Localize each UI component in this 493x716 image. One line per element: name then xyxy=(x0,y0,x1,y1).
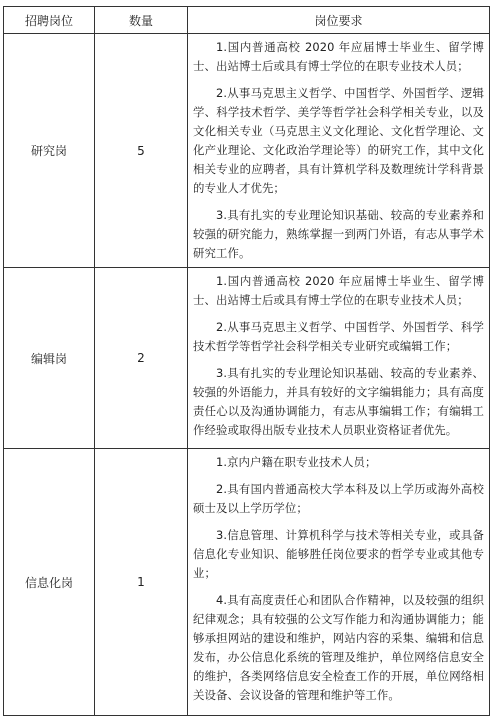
position-name: 信息化岗 xyxy=(4,449,95,716)
requirement-item: 2.具有国内普通高校大学本科及以上学历或海外高校硕士及以上学历学位； xyxy=(193,482,484,515)
position-name: 研究岗 xyxy=(4,34,95,268)
table-row xyxy=(4,449,490,716)
recruitment-table xyxy=(3,6,490,716)
requirement-item: 1.京内户籍在职专业技术人员； xyxy=(216,455,377,469)
requirement-item: 1.国内普通高校 2020 年应届博士毕业生、留学博士、出站博士后或具有博士学位的在职专业技术人员； xyxy=(193,274,484,307)
header-requirements: 岗位要求 xyxy=(188,7,490,34)
requirement-item: 3.具有扎实的专业理论知识基础、较高的专业素养和较强的研究能力，熟练掌握一到两门外语，有志从事学术研究工作。 xyxy=(193,208,484,260)
position-count: 1 xyxy=(95,449,188,716)
requirements-cell xyxy=(188,268,490,449)
requirement-item: 3.具有扎实的专业理论知识基础、较高的专业素养、较强的外语能力，并具有较好的文字编辑能力；具有高度责任心以及沟通协调能力，有志从事编辑工作；有编辑工作经验或取得出版专业技术人员职业资格证者优先。 xyxy=(193,366,484,437)
position-count: 5 xyxy=(95,34,188,268)
position-count: 2 xyxy=(95,268,188,449)
requirement-item: 4.具有高度责任心和团队合作精神，以及较强的组织纪律观念；具有较强的公文写作能力和沟通协调能力；能够承担网站的建设和维护，网站内容的采集、编辑和信息发布，办公信息化系统的管理及维护，单位网络信息安全的维护，各类网络信息安全检查工作的开展，单位网络相关设备、会议设备的管理和维护等工作。 xyxy=(193,593,484,702)
header-count: 数量 xyxy=(95,7,188,34)
header-position: 招聘岗位 xyxy=(4,7,95,34)
header-row xyxy=(4,7,490,34)
requirement-item: 2.从事马克思主义哲学、中国哲学、外国哲学、逻辑学、科学技术哲学、美学等哲学社会科学相关专业，以及文化相关专业（马克思主义文化理论、文化哲学理论、文化产业理论、文化政治学理论等）的研究工作，其中文化相关专业的应聘者，具有计算机学科及数理统计学科背景的专业人才优先； xyxy=(193,86,484,195)
requirements-cell xyxy=(188,449,490,716)
requirements-cell xyxy=(188,34,490,268)
table-row xyxy=(4,34,490,268)
requirement-item: 2.从事马克思主义哲学、中国哲学、外国哲学、科学技术哲学等哲学社会科学相关专业研究或编辑工作； xyxy=(193,320,484,353)
requirement-item: 1.国内普通高校 2020 年应届博士毕业生、留学博士、出站博士后或具有博士学位的在职专业技术人员； xyxy=(193,40,484,73)
table-row xyxy=(4,268,490,449)
requirement-item: 3.信息管理、计算机科学与技术等相关专业，或具备信息化专业知识、能够胜任岗位要求的哲学专业或其他专业； xyxy=(193,528,484,580)
position-name: 编辑岗 xyxy=(4,268,95,449)
